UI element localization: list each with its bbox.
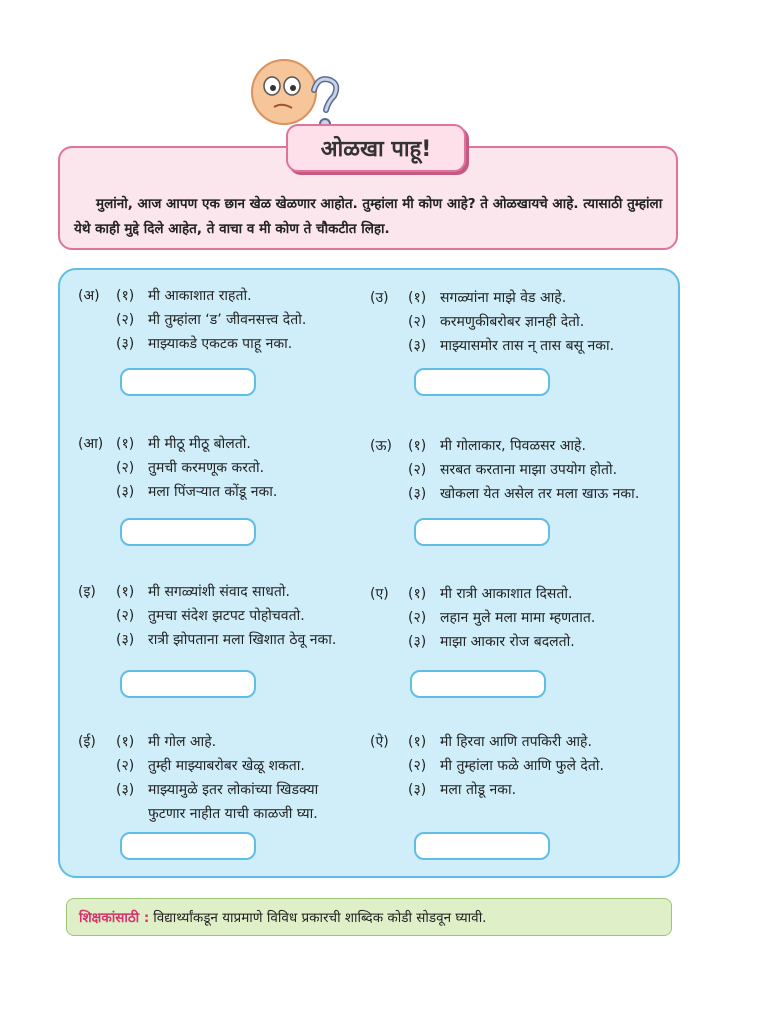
clue-number: (२) [116,312,135,328]
answer-box-a[interactable] [120,368,256,396]
clue-text: तुमची करमणूक करतो. [148,460,265,476]
clue-text: मी रात्री आकाशात दिसतो. [440,586,573,602]
clue-number: (१) [116,584,135,600]
riddle-aa [78,432,378,504]
clue-text: खोकला येत असेल तर मला खाऊ नका. [440,486,640,502]
riddle-ii [78,730,378,826]
clue-number: (३) [408,486,427,502]
riddle-e [370,582,670,654]
teacher-note-text: विद्यार्थ्यांकडून याप्रमाणे विविध प्रकारची शाब्दिक कोडी सोडवून घ्यावी. [153,910,487,926]
riddle-ai [370,730,670,802]
clue-text: रात्री झोपताना मला खिशात ठेवू नका. [148,632,337,648]
clue-text: माझ्याकडे एकटक पाहू नका. [148,336,293,352]
clue-text: मी आकाशात राहतो. [148,288,252,304]
riddle-marker: (ए) [370,586,389,602]
clue-number: (१) [116,288,135,304]
answer-box-aa[interactable] [120,518,256,546]
clue-number: (२) [408,610,427,626]
clue-number: (२) [116,608,135,624]
clue-text: माझ्यासमोर तास न् तास बसू नका. [440,338,615,354]
clue-number: (३) [116,484,135,500]
clue-number: (३) [408,782,427,798]
clue-text: लहान मुले मला मामा म्हणतात. [440,610,596,626]
riddle-uu [370,434,670,506]
clue-number: (१) [116,734,135,750]
clue-text: मी तुम्हांला ‘ड’ जीवनसत्त्व देतो. [148,312,307,328]
riddle-marker: (ऊ) [370,438,392,454]
clue-number: (३) [116,632,135,648]
clue-text: तुमचा संदेश झटपट पोहोचवतो. [148,608,305,624]
clue-number: (२) [116,460,135,476]
clue-text: मला पिंजऱ्यात कोंडू नका. [148,484,278,500]
riddle-u [370,286,670,358]
clue-number: (३) [116,782,135,798]
riddle-marker: (ऐ) [370,734,389,750]
clue-number: (१) [408,734,427,750]
riddle-marker: (अ) [78,288,100,304]
clue-number: (१) [408,438,427,454]
riddle-panel [58,268,680,878]
riddle-marker: (आ) [78,436,104,452]
teacher-note-label: शिक्षकांसाठी : [79,910,150,926]
answer-box-u[interactable] [414,368,550,396]
clue-text: मी हिरवा आणि तपकिरी आहे. [440,734,592,750]
clue-number: (२) [408,758,427,774]
answer-box-ai[interactable] [414,832,550,860]
clue-text: मी गोलाकार, पिवळसर आहे. [440,438,586,454]
riddle-a [78,284,378,356]
riddle-marker: (इ) [78,584,96,600]
clue-number: (१) [408,586,427,602]
clue-continuation: फुटणार नाहीत याची काळजी घ्या. [148,806,318,822]
answer-box-ii[interactable] [120,832,256,860]
clue-number: (२) [408,462,427,478]
clue-number: (२) [408,314,427,330]
riddle-i [78,580,378,652]
clue-number: (३) [408,634,427,650]
clue-text: मी सगळ्यांशी संवाद साधतो. [148,584,290,600]
clue-text: मला तोडू नका. [440,782,517,798]
clue-number: (२) [116,758,135,774]
clue-number: (१) [408,290,427,306]
clue-text: तुम्ही माझ्याबरोबर खेळू शकता. [148,758,305,774]
riddle-marker: (ई) [78,734,96,750]
clue-number: (३) [116,336,135,352]
clue-text: माझ्यामुळे इतर लोकांच्या खिडक्या [148,782,319,798]
clue-text: मी मीठू मीठू बोलतो. [148,436,251,452]
clue-text: मी गोल आहे. [148,734,217,750]
answer-box-uu[interactable] [414,518,550,546]
clue-number: (१) [116,436,135,452]
clue-text: सरबत करताना माझा उपयोग होतो. [440,462,618,478]
clue-text: सगळ्यांना माझे वेड आहे. [440,290,567,306]
teacher-note [66,898,672,936]
answer-box-e[interactable] [410,670,546,698]
riddle-marker: (उ) [370,290,389,306]
page-title: ओळखा पाहू! [286,124,466,172]
clue-text: करमणुकीबरोबर ज्ञानही देतो. [440,314,585,330]
clue-number: (३) [408,338,427,354]
intro-paragraph: मुलांनो, आज आपण एक छान खेळ खेळणार आहोत. तुम्हांला मी कोण आहे? ते ओळखायचे आहे. त्यासाठी तुम्हांला येथे काही मुद्दे दिले आहेत, ते वाचा व मी कोण ते चौकटीत लिहा. [74,196,663,237]
clue-text: माझा आकार रोज बदलतो. [440,634,575,650]
answer-box-i[interactable] [120,670,256,698]
clue-text: मी तुम्हांला फळे आणि फुले देतो. [440,758,604,774]
